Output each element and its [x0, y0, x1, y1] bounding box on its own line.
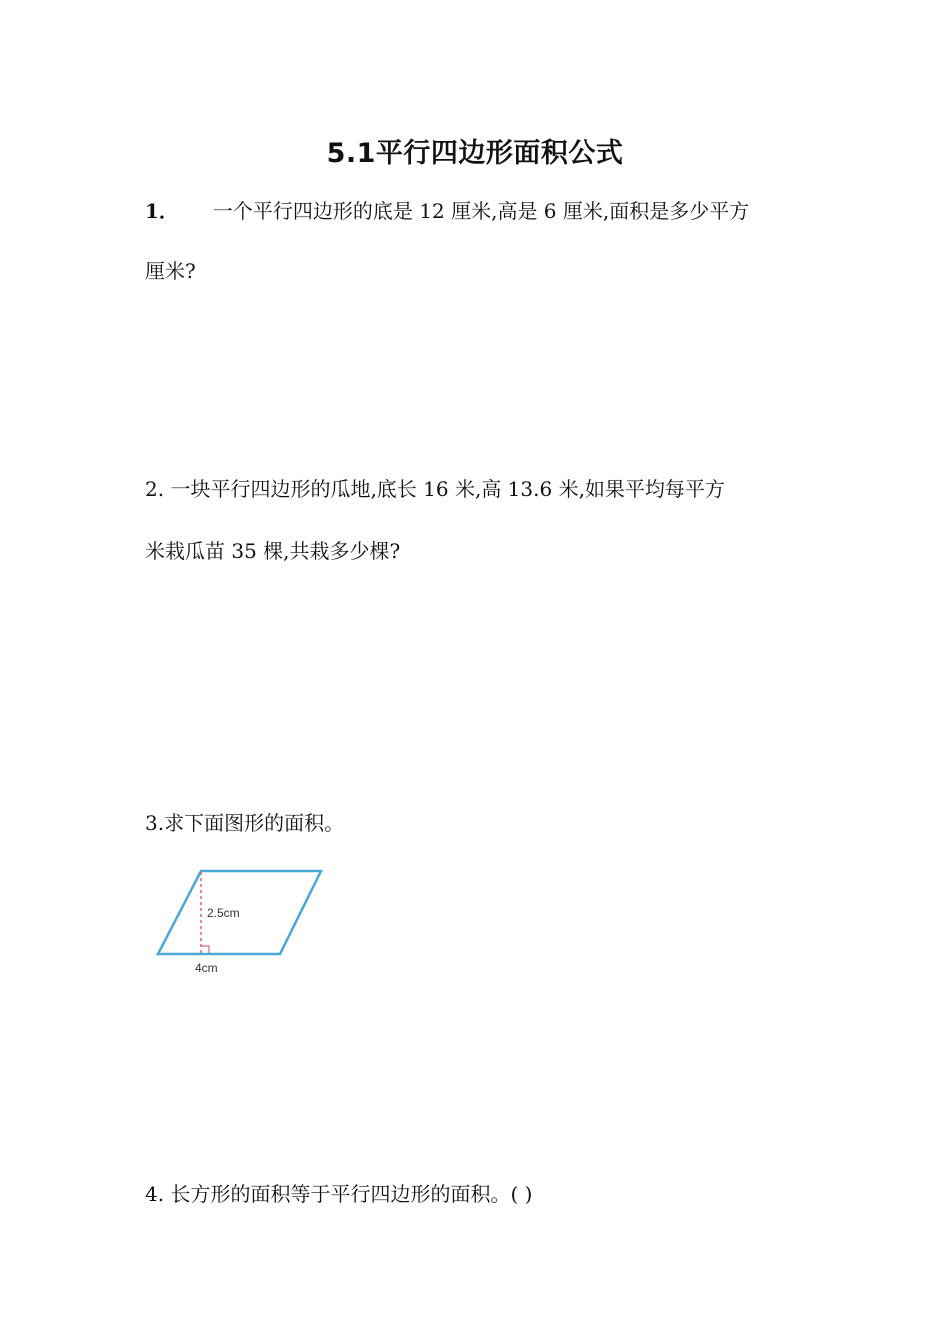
height-label: 2.5cm	[207, 906, 240, 920]
question-2-line-2: 米栽瓜苗 35 棵,共栽多少棵?	[145, 539, 401, 563]
base-label: 4cm	[195, 961, 218, 975]
question-3-line-1: 3.求下面图形的面积。	[145, 811, 345, 835]
page-title: 5.1平行四边形面积公式	[326, 138, 624, 169]
question-1-text: 一个平行四边形的底是 12 厘米,高是 6 厘米,面积是多少平方	[212, 199, 750, 223]
parallelogram-diagram	[148, 856, 338, 981]
question-2-line-1: 2. 一块平行四边形的瓜地,底长 16 米,高 13.6 米,如果平均每平方	[145, 477, 725, 501]
question-1-line-2: 厘米?	[145, 259, 196, 283]
question-1-number: 1．	[145, 199, 179, 223]
parallelogram-figure	[148, 856, 338, 981]
question-1-line-1	[145, 196, 749, 226]
question-4-line-1: 4. 长方形的面积等于平行四边形的面积。( )	[145, 1182, 533, 1206]
right-angle-marker	[201, 946, 209, 953]
